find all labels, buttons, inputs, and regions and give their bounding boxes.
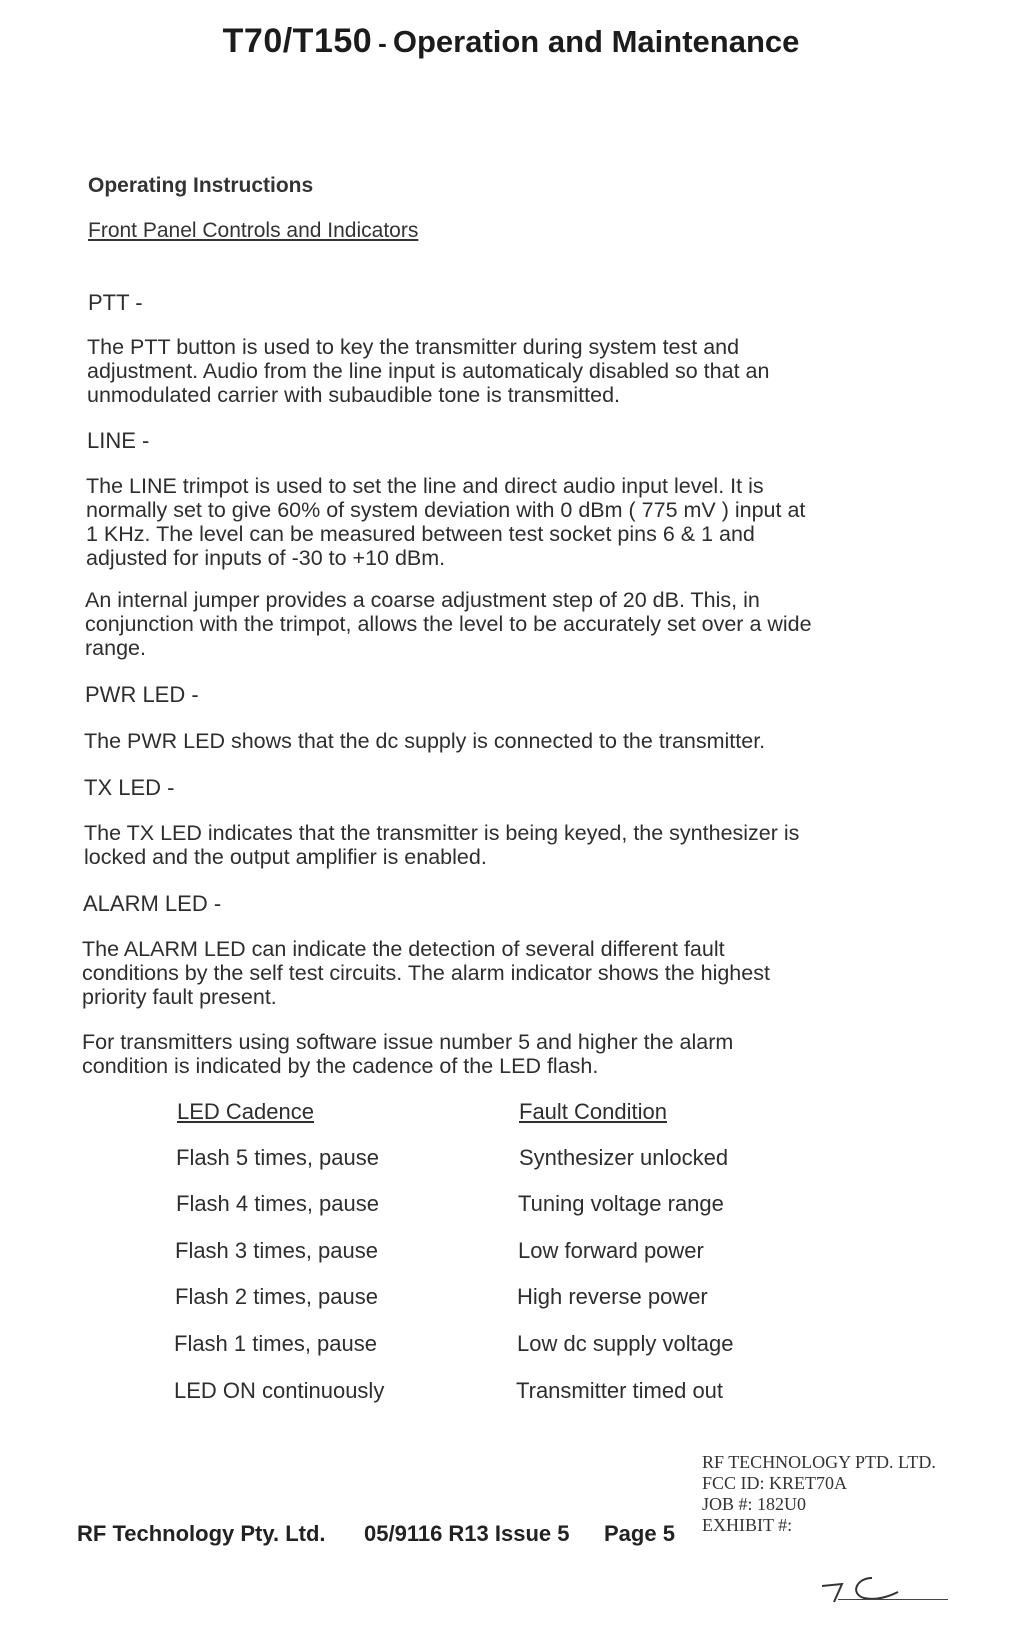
text-line: The ALARM LED can indicate the detection of several different fault	[82, 937, 725, 961]
ptt-label: PTT -	[88, 290, 143, 315]
text-line: 1 KHz. The level can be measured between test socket pins 6 & 1 and	[86, 522, 755, 546]
cadence-cell: Flash 3 times, pause	[175, 1238, 378, 1263]
exhibit-underline	[838, 1599, 948, 1600]
text-line: priority fault present.	[82, 985, 277, 1009]
text-line: unmodulated carrier with subaudible tone is transmitted.	[87, 383, 621, 407]
footer-doc-ref: 05/9116 R13 Issue 5	[364, 1521, 570, 1546]
title-separator: -	[378, 28, 387, 58]
cadence-cell: Flash 2 times, pause	[175, 1284, 378, 1309]
stamp-line: FCC ID: KRET70A	[702, 1473, 848, 1493]
footer-company: RF Technology Pty. Ltd.	[77, 1521, 326, 1546]
footer-page-number: Page 5	[604, 1521, 675, 1546]
text-line: The PWR LED shows that the dc supply is connected to the transmitter.	[84, 729, 766, 753]
pwr-led-label: PWR LED -	[85, 682, 199, 707]
text-line: For transmitters using software issue number 5 and higher the alarm	[82, 1030, 734, 1054]
cadence-cell: Flash 4 times, pause	[176, 1191, 379, 1216]
text-line: condition is indicated by the cadence of the LED flash.	[82, 1054, 599, 1078]
text-line: The LINE trimpot is used to set the line and direct audio input level. It is	[86, 474, 764, 498]
alarm-led-paragraph-2	[82, 1030, 733, 1078]
text-line: locked and the output amplifier is enabled.	[84, 845, 487, 869]
stamp-line: JOB #: 182U0	[702, 1494, 807, 1514]
text-line: adjusted for inputs of -30 to +10 dBm.	[86, 546, 446, 570]
cadence-cell: LED ON continuously	[174, 1378, 385, 1403]
fault-cell: Low dc supply voltage	[517, 1331, 734, 1356]
model-name: T70/T150	[222, 22, 373, 60]
text-line: An internal jumper provides a coarse adjustment step of 20 dB. This, in	[85, 588, 760, 612]
line-paragraph-1	[86, 474, 805, 570]
text-line: normally set to give 60% of system deviation with 0 dBm ( 775 mV ) input at	[86, 498, 806, 522]
line-label: LINE -	[87, 428, 150, 453]
fault-cell: Transmitter timed out	[516, 1378, 724, 1403]
tx-led-label: TX LED -	[84, 775, 175, 800]
header-led-cadence: LED Cadence	[177, 1099, 314, 1124]
text-line: range.	[85, 636, 146, 660]
page-title	[0, 22, 1022, 61]
alarm-led-paragraph-1	[82, 937, 770, 1009]
header-fault-condition: Fault Condition	[519, 1099, 667, 1124]
cadence-cell: Flash 5 times, pause	[176, 1145, 379, 1170]
tx-led-paragraph	[84, 821, 799, 869]
fault-cell: High reverse power	[517, 1284, 708, 1309]
section-heading: Operating Instructions	[88, 174, 314, 197]
fault-cell: Tuning voltage range	[518, 1191, 724, 1216]
section-subheading: Front Panel Controls and Indicators	[88, 219, 419, 242]
text-line: The PTT button is used to key the transmitter during system test and	[87, 335, 740, 359]
stamp-line: EXHIBIT #:	[702, 1515, 793, 1535]
line-paragraph-2	[85, 588, 812, 660]
text-line: The TX LED indicates that the transmitter is being keyed, the synthesizer is	[84, 821, 800, 845]
text-line: adjustment. Audio from the line input is automaticaly disabled so that an	[87, 359, 770, 383]
text-line: conjunction with the trimpot, allows the level to be accurately set over a wide	[85, 612, 812, 636]
text-line: conditions by the self test circuits. The alarm indicator shows the highest	[82, 961, 770, 985]
fcc-stamp	[702, 1452, 936, 1536]
alarm-led-label: ALARM LED -	[83, 891, 222, 916]
ptt-paragraph	[87, 335, 769, 407]
fault-cell: Synthesizer unlocked	[519, 1145, 729, 1170]
title-text: Operation and Maintenance	[392, 24, 800, 59]
pwr-led-paragraph	[84, 729, 765, 753]
stamp-line: RF TECHNOLOGY PTD. LTD.	[702, 1452, 936, 1472]
cadence-cell: Flash 1 times, pause	[174, 1331, 377, 1356]
fault-cell: Low forward power	[518, 1238, 704, 1263]
